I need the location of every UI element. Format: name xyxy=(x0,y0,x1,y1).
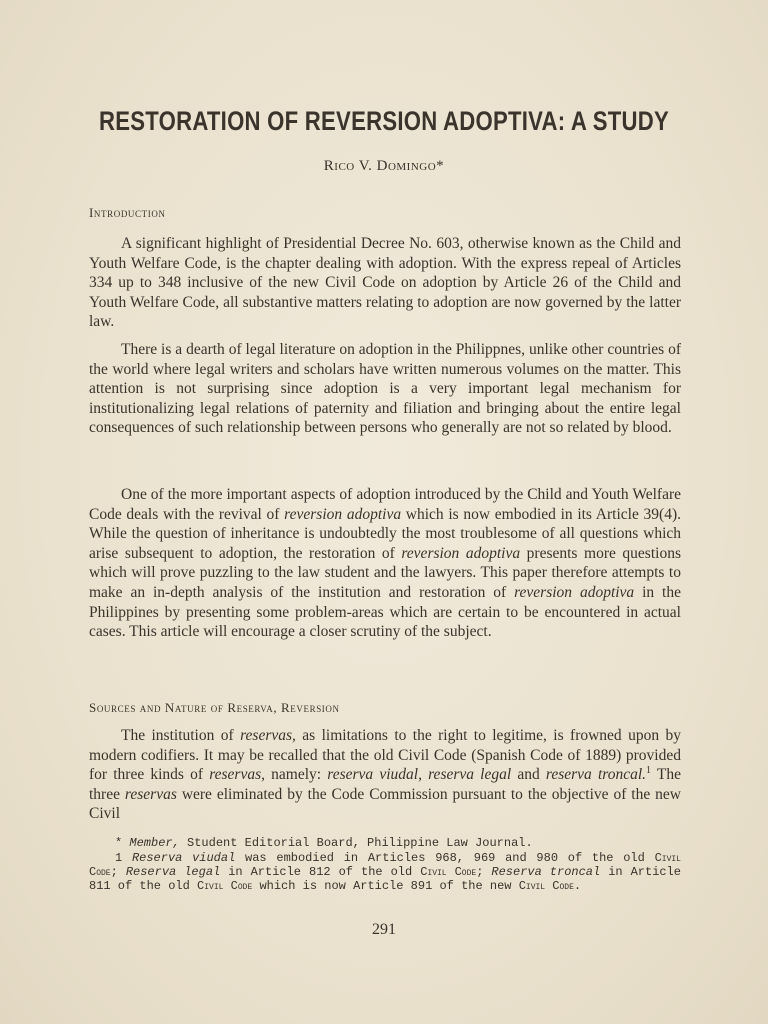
article-title: RESTORATION OF REVERSION ADOPTIVA: A STUDY xyxy=(98,106,670,136)
author-byline: Rico V. Domingo* xyxy=(323,158,445,174)
page-number: 291 xyxy=(372,921,396,938)
footnote-author: * Member, Student Editorial Board, Philippine Law Journal. xyxy=(115,836,533,850)
paragraph-intro-3: One of the more important aspects of adoption introduced by the Child and Youth Welfare Code deals with the revival of reversion adoptiva which is now embodied in its Article 39(4). While the question of inheritance is undoubtedly the most troublesome of all questions which arise subsequent to adoption, the restoration of reversion adoptiva presents more questions which will prove puzzling to the law student and the lawyers. This paper therefore attempts to make an in-depth analysis of the institution and restoration of reversion adoptiva in the Philippines by presenting some problem-areas which are certain to be encountered in actual cases. This article will encourage a closer scrutiny of the subject. xyxy=(89,486,681,641)
paragraph-intro-1: A significant highlight of Presidential Decree No. 603, otherwise known as the Child and Youth Welfare Code, is the chapter dealing with adoption. With the express repeal of Articles 334 up to 348 inclusive of the new Civil Code on adoption by Article 26 of the Child and Youth Welfare Code, all substantive matters relating to adoption are now governed by the latter law. xyxy=(89,235,681,331)
footnote-1: 1 Reserva viudal was embodied in Articles 968, 969 and 980 of the old Civil Code; Reserva legal in Article 812 of the old Civil Code; Reserva troncal in Article 811 of the old Civil Code which is now Article 891 of the new Civil Code. xyxy=(89,851,681,893)
paragraph-intro-2: There is a dearth of legal literature on adoption in the Philippnes, unlike other countries of the world where legal writers and scholars have written numerous volumes on the matter. This attention is not surprising since adoption is a very important legal mechanism for institutionalizing legal relations of paternity and filiation and bringing about the entire legal consequences of such relationship between persons who generally are not so related by blood. xyxy=(89,341,681,437)
section-heading-sources: Sources and Nature of Reserva, Reversion xyxy=(89,700,340,715)
section-heading-introduction: Introduction xyxy=(89,205,166,220)
paragraph-sources-1: The institution of reservas, as limitations to the right to legitime, is frowned upon by modern codifiers. It may be recalled that the old Civil Code (Spanish Code of 1889) provided for three kinds of reservas, namely: reserva viudal, reserva legal and reserva troncal.$^1$ The three reservas were eliminated by the Code Commission pursuant to the objective of the new Civil xyxy=(89,727,681,823)
